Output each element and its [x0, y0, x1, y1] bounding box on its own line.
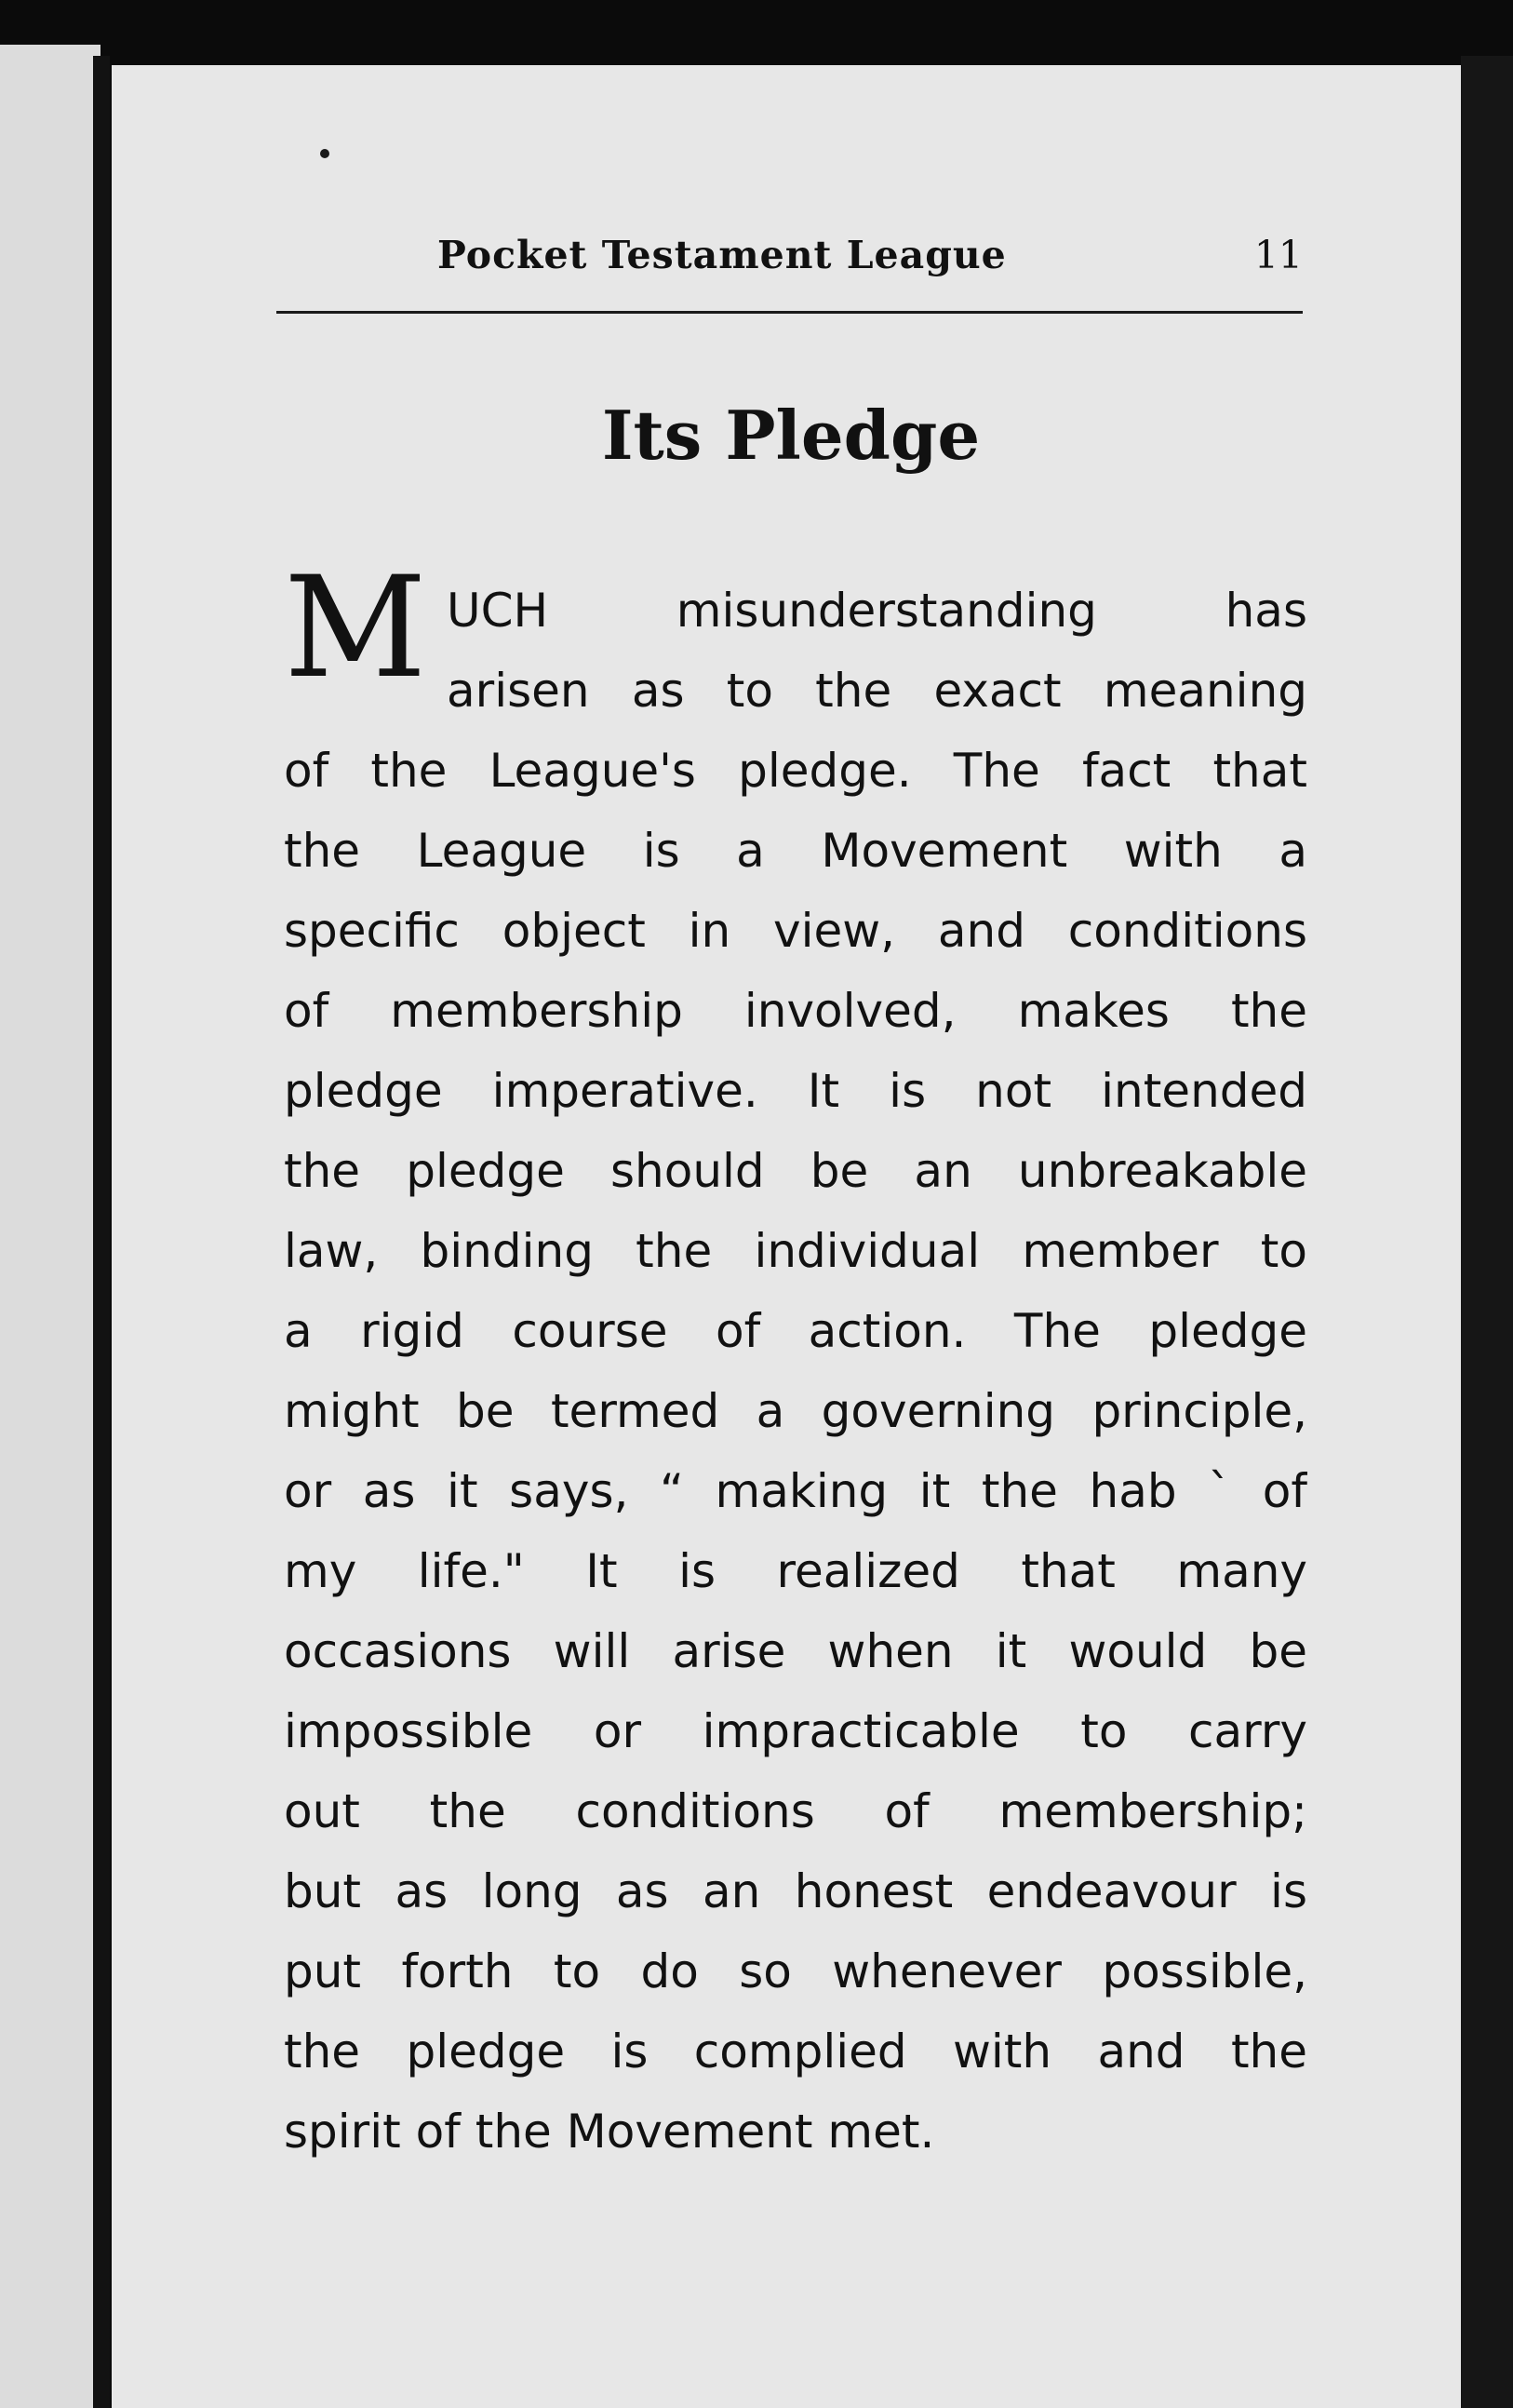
running-head	[279, 233, 1303, 298]
section-heading: Its Pledge	[601, 396, 981, 475]
text-line: a rigid course of action. The pledge	[284, 1304, 1307, 1358]
text-line: law, binding the individual member to	[284, 1224, 1307, 1278]
text-line: pledge imperative. It is not intended	[284, 1064, 1307, 1118]
text-line: impossible or impracticable to carry	[284, 1704, 1307, 1758]
text-line: of membership involved, makes the	[284, 984, 1307, 1038]
text-line: of the League's pledge. The fact that	[284, 744, 1307, 798]
scan-border	[1461, 56, 1513, 2408]
text-line: my life." It is realized that many	[284, 1544, 1307, 1598]
facing-page-edge	[0, 45, 100, 2408]
header-rule	[276, 311, 1303, 314]
text-line: the League is a Movement with a	[284, 824, 1307, 878]
text-line: spirit of the Movement met.	[284, 2105, 935, 2159]
text-line: arisen as to the exact meaning	[447, 664, 1307, 718]
text-line: might be termed a governing principle,	[284, 1384, 1307, 1438]
ink-speck	[320, 149, 329, 158]
running-title: Pocket Testament League	[437, 233, 1007, 277]
drop-cap: M	[284, 547, 427, 709]
book-gutter	[93, 56, 110, 2408]
text-line: occasions will arise when it would be	[284, 1624, 1307, 1678]
text-line: put forth to do so whenever possible,	[284, 1944, 1307, 1998]
text-line: the pledge is complied with and the	[284, 2025, 1307, 2078]
text-line: or as it says, “ making it the hab ` of	[284, 1464, 1307, 1518]
text-line: specific object in view, and conditions	[284, 904, 1307, 958]
text-line: the pledge should be an unbreakable	[284, 1144, 1307, 1198]
text-line: but as long as an honest endeavour is	[284, 1864, 1307, 1918]
text-line: out the conditions of membership;	[284, 1784, 1307, 1838]
page-number: 11	[1253, 233, 1303, 277]
text-line: UCH misunderstanding has	[447, 584, 1307, 638]
